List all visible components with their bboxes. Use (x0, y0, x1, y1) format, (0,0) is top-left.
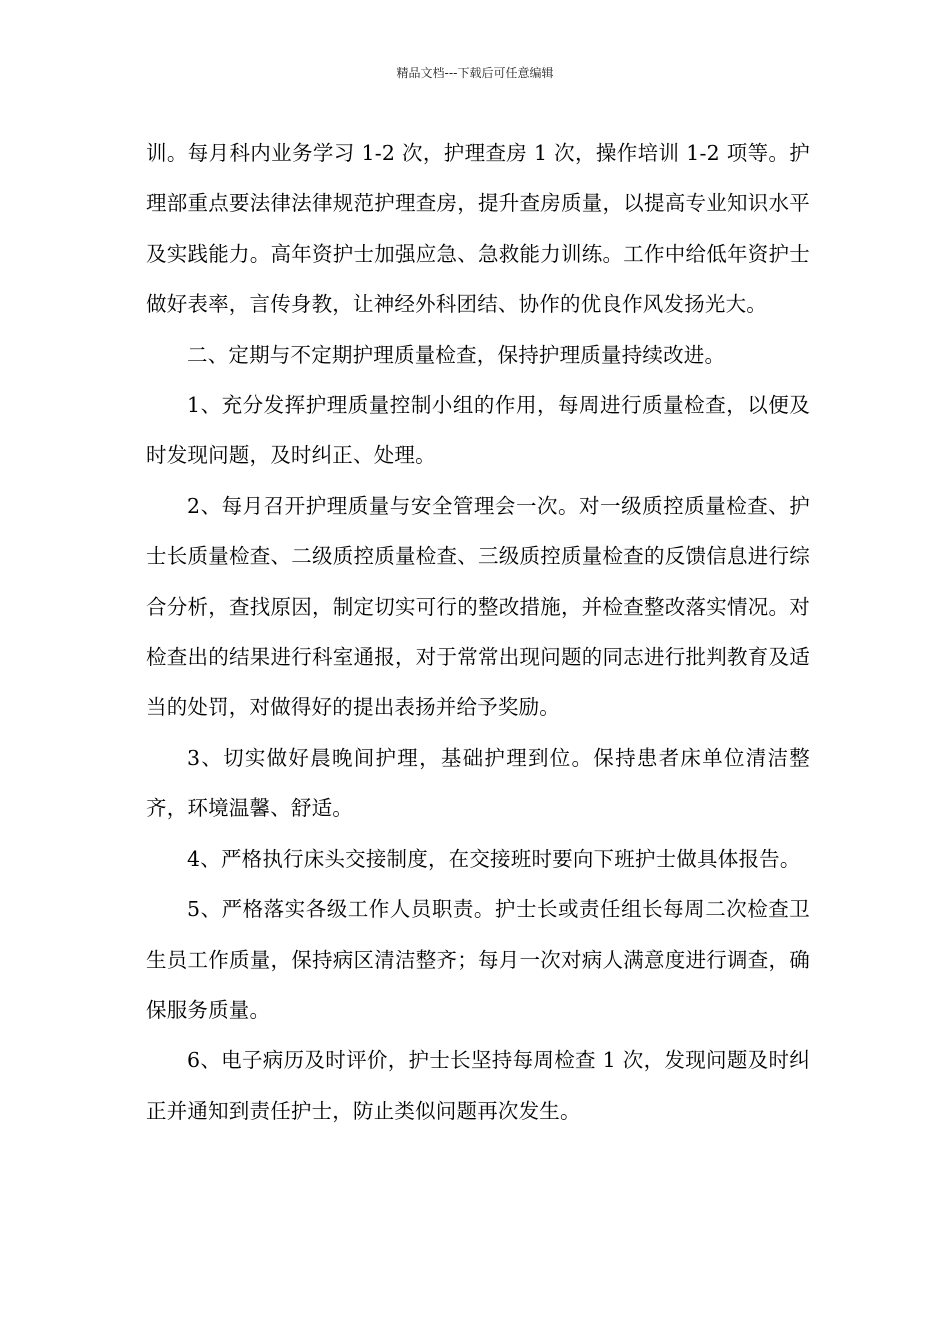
list-item-1: 1、充分发挥护理质量控制小组的作用，每周进行质量检查，以便及时发现问题，及时纠正、处理。 (146, 393, 810, 468)
section-heading-two: 二、定期与不定期护理质量检查，保持护理质量持续改进。 (187, 342, 726, 367)
document-body (146, 128, 810, 1136)
list-item-6: 6、电子病历及时评价，护士长坚持每周检查 1 次，发现问题及时纠正并通知到责任护士，防止类似问题再次发生。 (146, 1048, 810, 1123)
list-item-3: 3、切实做好晨晚间护理，基础护理到位。保持患者床单位清洁整齐，环境温馨、舒适。 (146, 745, 810, 821)
paragraph-continuation: 训。每月科内业务学习 1-2 次，护理查房 1 次，操作培训 1-2 项等。护理部重点要法律法律规范护理查房，提升查房质量，以提高专业知识水平及实践能力。高年资护士加强应急、急救能力训练。工作中给低年资护士做好表率，言传身教，让神经外科团结、协作的优良作风发扬光大。 (146, 141, 810, 317)
list-item-5: 5、严格落实各级工作人员职责。护士长或责任组长每周二次检查卫生员工作质量，保持病区清洁整齐；每月一次对病人满意度进行调查，确保服务质量。 (146, 897, 810, 1022)
list-item-2: 2、每月召开护理质量与安全管理会一次。对一级质控质量检查、护士长质量检查、二级质控质量检查、三级质控质量检查的反馈信息进行综合分析，查找原因，制定切实可行的整改措施，并检查整改落实情况。对检查出的结果进行科室通报，对于常常出现问题的同志进行批判教育及适当的处罚，对做得好的提出表扬并给予奖励。 (146, 493, 810, 720)
page-header: 精品文档---下载后可任意编辑 (396, 66, 554, 80)
list-item-4: 4、严格执行床头交接制度，在交接班时要向下班护士做具体报告。 (187, 846, 801, 871)
